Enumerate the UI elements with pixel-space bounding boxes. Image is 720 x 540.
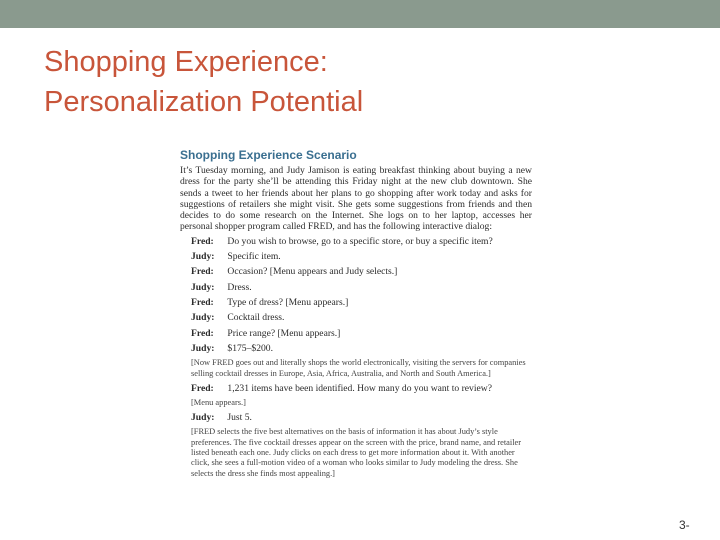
dialog-text: Specific item. (227, 251, 281, 263)
speaker-label: Judy: (191, 312, 215, 324)
dialog-text: Just 5. (227, 411, 252, 423)
dialog-text: Do you wish to browse, go to a specific store, or buy a specific item? (227, 235, 493, 247)
dialog-line (191, 266, 532, 277)
speaker-label: Judy: (191, 281, 215, 293)
slide-title-line-1: Shopping Experience: (44, 46, 328, 78)
dialog-line (191, 282, 532, 293)
dialog-line (191, 312, 532, 323)
bracket-note: [Now FRED goes out and literally shops the world electronically, visiting the servers for companies selling cocktail dresses in Europe, Asia, Africa, Australia, and North and South America.] (191, 358, 526, 378)
bracket-note: [FRED selects the five best alternatives on the basis of information it has about Judy’s style preferences. The five cocktail dresses appear on the screen with the price, brand name, and retailer listed beneath each one. Judy clicks on each dress to get more information about it. With another click, she sees a full-motion video of a woman who looks similar to Judy modeling the dress. She selects the dress she finds most appealing.] (191, 427, 522, 478)
dialog-text: $175–$200. (227, 342, 273, 354)
dialog (180, 236, 532, 479)
scenario-intro: It’s Tuesday morning, and Judy Jamison is eating breakfast thinking about buying a new dress for the party she’ll be attending this Friday night at the new club downtown. She sends a tweet to her friends about her plans to go shopping after work today and asks for suggestions of retailers she might visit. She gets some suggestions from friends and then decides to do some research on the Internet. She logs on to her laptop, accesses her personal shopper program called FRED, and has the following interactive dialog: (180, 165, 532, 233)
dialog-line (191, 412, 532, 423)
dialog-text: Type of dress? [Menu appears.] (227, 296, 349, 308)
dialog-line (191, 236, 532, 247)
dialog-text: Dress. (227, 281, 252, 293)
speaker-label: Judy: (191, 411, 215, 423)
speaker-label: Fred: (191, 266, 214, 278)
dialog-text: 1,231 items have been identified. How many do you want to review? (227, 382, 492, 394)
dialog-line (191, 383, 532, 394)
top-bar (0, 0, 720, 28)
speaker-label: Fred: (191, 235, 214, 247)
speaker-label: Fred: (191, 296, 214, 308)
speaker-label: Judy: (191, 251, 215, 263)
dialog-line (191, 343, 532, 354)
scenario-box (180, 148, 532, 483)
page-number: 3- (679, 518, 690, 532)
dialog-line (191, 328, 532, 339)
menu-note: [Menu appears.] (191, 397, 246, 407)
dialog-text: Price range? [Menu appears.] (227, 327, 341, 339)
slide-title-line-2: Personalization Potential (44, 86, 364, 118)
dialog-text: Occasion? [Menu appears and Judy selects.] (227, 266, 398, 278)
scenario-heading: Shopping Experience Scenario (180, 148, 357, 162)
speaker-label: Fred: (191, 327, 214, 339)
dialog-line (191, 297, 532, 308)
speaker-label: Fred: (191, 382, 214, 394)
speaker-label: Judy: (191, 342, 215, 354)
slide-title (44, 42, 664, 122)
dialog-line (191, 251, 532, 262)
dialog-text: Cocktail dress. (227, 312, 285, 324)
